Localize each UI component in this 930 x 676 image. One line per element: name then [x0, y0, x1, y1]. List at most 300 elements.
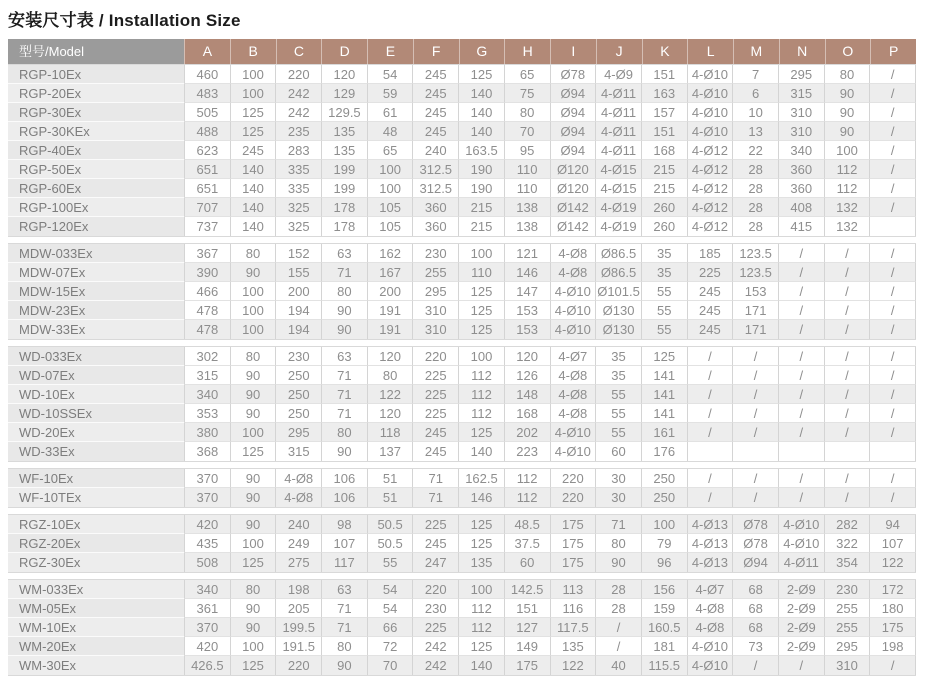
- value-cell-M: Ø78: [732, 515, 778, 534]
- value-cell-N: [778, 442, 824, 461]
- value-cell-L: 4-Ø10: [687, 656, 733, 675]
- table-section-6: [8, 579, 916, 676]
- value-cell-K: 141: [641, 385, 687, 404]
- value-cell-E: 66: [367, 618, 413, 637]
- value-cell-P: 107: [869, 534, 916, 553]
- model-cell: MDW-07Ex: [8, 263, 184, 282]
- value-cell-E: 191: [367, 301, 413, 320]
- table-row-MDW-23Ex: [8, 301, 916, 320]
- value-cell-L: 4-Ø10: [687, 103, 733, 122]
- value-cell-E: 51: [367, 469, 413, 488]
- value-cell-L: 4-Ø12: [687, 179, 733, 198]
- value-cell-C: 250: [275, 404, 321, 423]
- value-cell-N: 360: [778, 160, 824, 179]
- value-cell-K: 250: [641, 469, 687, 488]
- value-cell-C: 325: [275, 217, 321, 236]
- table-row-RGP-30KEx: [8, 122, 916, 141]
- value-cell-H: 37.5: [504, 534, 550, 553]
- model-cell: WD-10SSEx: [8, 404, 184, 423]
- value-cell-J: 55: [595, 404, 641, 423]
- value-cell-C: 242: [275, 103, 321, 122]
- model-column-header: 型号/Model: [8, 39, 184, 64]
- value-cell-I: Ø142: [550, 217, 596, 236]
- value-cell-A: 483: [184, 84, 230, 103]
- value-cell-J: Ø130: [595, 301, 641, 320]
- value-cell-F: 312.5: [412, 160, 458, 179]
- model-cell: WM-033Ex: [8, 580, 184, 599]
- model-cell: WD-033Ex: [8, 347, 184, 366]
- value-cell-N: /: [778, 404, 824, 423]
- value-cell-K: 215: [641, 160, 687, 179]
- value-cell-B: 80: [230, 580, 276, 599]
- value-cell-J: 4-Ø15: [595, 179, 641, 198]
- value-cell-J: Ø130: [595, 320, 641, 339]
- model-cell: RGP-30Ex: [8, 103, 184, 122]
- value-cell-O: 354: [824, 553, 870, 572]
- value-cell-B: 100: [230, 423, 276, 442]
- value-cell-L: /: [687, 385, 733, 404]
- value-cell-P: 180: [869, 599, 916, 618]
- value-cell-I: Ø120: [550, 179, 596, 198]
- value-cell-E: 61: [367, 103, 413, 122]
- value-cell-M: 13: [732, 122, 778, 141]
- value-cell-B: 100: [230, 301, 276, 320]
- value-cell-J: 4-Ø9: [595, 65, 641, 84]
- value-cell-M: 123.5: [732, 263, 778, 282]
- value-cell-A: 340: [184, 580, 230, 599]
- value-cell-F: 240: [412, 141, 458, 160]
- value-cell-A: 370: [184, 618, 230, 637]
- value-cell-I: 4-Ø7: [550, 347, 596, 366]
- value-cell-H: 202: [504, 423, 550, 442]
- value-cell-G: 140: [458, 442, 504, 461]
- value-cell-O: 230: [824, 580, 870, 599]
- value-cell-B: 90: [230, 404, 276, 423]
- value-cell-M: /: [732, 488, 778, 507]
- value-cell-G: 125: [458, 637, 504, 656]
- value-cell-D: 90: [321, 320, 367, 339]
- value-cell-P: 122: [869, 553, 916, 572]
- value-cell-G: 112: [458, 385, 504, 404]
- value-cell-A: 651: [184, 179, 230, 198]
- value-cell-C: 283: [275, 141, 321, 160]
- value-cell-M: 7: [732, 65, 778, 84]
- table-row-WF-10TEx: [8, 488, 916, 507]
- value-cell-F: 247: [412, 553, 458, 572]
- value-cell-I: 220: [550, 469, 596, 488]
- value-cell-K: 260: [641, 217, 687, 236]
- value-cell-E: 137: [367, 442, 413, 461]
- value-cell-G: 125: [458, 301, 504, 320]
- value-cell-I: 113: [550, 580, 596, 599]
- value-cell-L: 4-Ø12: [687, 160, 733, 179]
- value-cell-F: 230: [412, 244, 458, 263]
- value-cell-D: 106: [321, 469, 367, 488]
- value-cell-H: 147: [504, 282, 550, 301]
- value-cell-D: 80: [321, 282, 367, 301]
- value-cell-N: /: [778, 347, 824, 366]
- value-cell-A: 370: [184, 488, 230, 507]
- value-cell-P: /: [869, 301, 916, 320]
- value-cell-D: 90: [321, 656, 367, 675]
- value-cell-D: 178: [321, 198, 367, 217]
- table-row-MDW-033Ex: [8, 244, 916, 263]
- value-cell-J: Ø86.5: [595, 263, 641, 282]
- value-cell-G: 112: [458, 366, 504, 385]
- table-row-MDW-15Ex: [8, 282, 916, 301]
- value-cell-H: 112: [504, 469, 550, 488]
- value-cell-E: 70: [367, 656, 413, 675]
- value-cell-M: /: [732, 366, 778, 385]
- value-cell-C: 240: [275, 515, 321, 534]
- value-cell-A: 420: [184, 637, 230, 656]
- value-cell-D: 80: [321, 637, 367, 656]
- value-cell-P: /: [869, 423, 916, 442]
- value-cell-C: 198: [275, 580, 321, 599]
- value-cell-J: 55: [595, 385, 641, 404]
- value-cell-M: 28: [732, 217, 778, 236]
- value-cell-K: 115.5: [641, 656, 687, 675]
- value-cell-N: 4-Ø11: [778, 553, 824, 572]
- value-cell-J: 4-Ø15: [595, 160, 641, 179]
- value-cell-I: 4-Ø10: [550, 423, 596, 442]
- value-cell-D: 135: [321, 141, 367, 160]
- value-cell-B: 100: [230, 320, 276, 339]
- table-section-3: [8, 346, 916, 462]
- value-cell-N: 295: [778, 65, 824, 84]
- value-cell-B: 100: [230, 84, 276, 103]
- value-cell-C: 4-Ø8: [275, 488, 321, 507]
- value-cell-P: /: [869, 347, 916, 366]
- value-cell-E: 120: [367, 347, 413, 366]
- value-cell-L: 225: [687, 263, 733, 282]
- value-cell-O: /: [824, 385, 870, 404]
- model-cell: RGP-60Ex: [8, 179, 184, 198]
- model-cell: WD-33Ex: [8, 442, 184, 461]
- value-cell-N: /: [778, 656, 824, 675]
- value-cell-K: 260: [641, 198, 687, 217]
- value-cell-L: 245: [687, 282, 733, 301]
- value-cell-L: /: [687, 423, 733, 442]
- value-cell-M: 28: [732, 160, 778, 179]
- model-cell: RGP-30KEx: [8, 122, 184, 141]
- value-cell-N: /: [778, 469, 824, 488]
- value-cell-M: 153: [732, 282, 778, 301]
- value-cell-F: 225: [412, 385, 458, 404]
- value-cell-O: 90: [824, 84, 870, 103]
- value-cell-L: 4-Ø12: [687, 198, 733, 217]
- value-cell-K: 125: [641, 347, 687, 366]
- value-cell-P: /: [869, 179, 916, 198]
- value-cell-C: 315: [275, 442, 321, 461]
- table-row-RGP-30Ex: [8, 103, 916, 122]
- value-cell-I: 122: [550, 656, 596, 675]
- value-cell-A: 426.5: [184, 656, 230, 675]
- value-cell-M: 10: [732, 103, 778, 122]
- value-cell-O: 80: [824, 65, 870, 84]
- value-cell-D: 90: [321, 301, 367, 320]
- value-cell-B: 245: [230, 141, 276, 160]
- value-cell-G: 110: [458, 263, 504, 282]
- value-cell-I: Ø120: [550, 160, 596, 179]
- value-cell-O: 112: [824, 179, 870, 198]
- table-row-WD-10SSEx: [8, 404, 916, 423]
- value-cell-M: 28: [732, 179, 778, 198]
- value-cell-E: 72: [367, 637, 413, 656]
- value-cell-E: 51: [367, 488, 413, 507]
- value-cell-K: 215: [641, 179, 687, 198]
- value-cell-N: /: [778, 320, 824, 339]
- value-cell-E: 100: [367, 160, 413, 179]
- value-cell-C: 235: [275, 122, 321, 141]
- value-cell-A: 353: [184, 404, 230, 423]
- value-cell-F: 245: [412, 534, 458, 553]
- value-cell-L: 4-Ø7: [687, 580, 733, 599]
- value-cell-G: 100: [458, 347, 504, 366]
- value-cell-F: 242: [412, 656, 458, 675]
- value-cell-E: 65: [367, 141, 413, 160]
- value-cell-H: 142.5: [504, 580, 550, 599]
- value-cell-L: 4-Ø10: [687, 65, 733, 84]
- value-cell-E: 105: [367, 198, 413, 217]
- value-cell-C: 249: [275, 534, 321, 553]
- value-cell-D: 107: [321, 534, 367, 553]
- value-cell-I: 4-Ø8: [550, 263, 596, 282]
- value-cell-H: 110: [504, 160, 550, 179]
- value-cell-P: [869, 442, 916, 461]
- value-cell-C: 199.5: [275, 618, 321, 637]
- value-cell-A: 435: [184, 534, 230, 553]
- value-cell-D: 71: [321, 366, 367, 385]
- value-cell-L: 4-Ø12: [687, 141, 733, 160]
- value-cell-C: 194: [275, 320, 321, 339]
- model-cell: WM-05Ex: [8, 599, 184, 618]
- value-cell-K: 160.5: [641, 618, 687, 637]
- value-cell-B: 125: [230, 103, 276, 122]
- value-cell-I: 175: [550, 534, 596, 553]
- value-cell-E: 54: [367, 599, 413, 618]
- value-cell-B: 100: [230, 282, 276, 301]
- value-cell-M: 28: [732, 198, 778, 217]
- value-cell-G: 140: [458, 656, 504, 675]
- column-header-F: F: [413, 39, 459, 64]
- value-cell-O: [824, 442, 870, 461]
- value-cell-P: /: [869, 103, 916, 122]
- model-cell: MDW-033Ex: [8, 244, 184, 263]
- value-cell-A: 315: [184, 366, 230, 385]
- value-cell-B: 80: [230, 244, 276, 263]
- value-cell-C: 275: [275, 553, 321, 572]
- value-cell-G: 125: [458, 282, 504, 301]
- value-cell-L: 4-Ø10: [687, 122, 733, 141]
- value-cell-A: 623: [184, 141, 230, 160]
- value-cell-C: 335: [275, 160, 321, 179]
- value-cell-N: 340: [778, 141, 824, 160]
- value-cell-C: 242: [275, 84, 321, 103]
- value-cell-I: Ø94: [550, 141, 596, 160]
- value-cell-O: 132: [824, 217, 870, 236]
- table-row-WM-10Ex: [8, 618, 916, 637]
- value-cell-G: 215: [458, 217, 504, 236]
- value-cell-O: /: [824, 282, 870, 301]
- value-cell-I: 4-Ø8: [550, 366, 596, 385]
- value-cell-A: 651: [184, 160, 230, 179]
- value-cell-J: 55: [595, 423, 641, 442]
- value-cell-N: 4-Ø10: [778, 534, 824, 553]
- value-cell-I: 116: [550, 599, 596, 618]
- value-cell-B: 90: [230, 618, 276, 637]
- table-row-RGP-100Ex: [8, 198, 916, 217]
- model-cell: RGP-100Ex: [8, 198, 184, 217]
- value-cell-C: 325: [275, 198, 321, 217]
- table-section-2: [8, 243, 916, 340]
- column-header-L: L: [687, 39, 733, 64]
- value-cell-I: Ø78: [550, 65, 596, 84]
- value-cell-G: 112: [458, 404, 504, 423]
- table-row-WD-10Ex: [8, 385, 916, 404]
- column-header-H: H: [504, 39, 550, 64]
- value-cell-L: /: [687, 347, 733, 366]
- value-cell-N: /: [778, 282, 824, 301]
- value-cell-N: 310: [778, 103, 824, 122]
- value-cell-N: /: [778, 366, 824, 385]
- value-cell-B: 140: [230, 179, 276, 198]
- value-cell-F: 310: [412, 301, 458, 320]
- table-row-RGP-20Ex: [8, 84, 916, 103]
- value-cell-E: 50.5: [367, 515, 413, 534]
- model-cell: RGZ-20Ex: [8, 534, 184, 553]
- value-cell-D: 71: [321, 385, 367, 404]
- value-cell-O: 322: [824, 534, 870, 553]
- value-cell-F: 245: [412, 442, 458, 461]
- value-cell-G: 163.5: [458, 141, 504, 160]
- value-cell-H: 65: [504, 65, 550, 84]
- value-cell-A: 390: [184, 263, 230, 282]
- value-cell-H: 95: [504, 141, 550, 160]
- table-row-WD-07Ex: [8, 366, 916, 385]
- value-cell-I: Ø94: [550, 122, 596, 141]
- value-cell-A: 368: [184, 442, 230, 461]
- model-cell: WM-30Ex: [8, 656, 184, 675]
- value-cell-O: 310: [824, 656, 870, 675]
- value-cell-J: 35: [595, 347, 641, 366]
- table-row-WM-05Ex: [8, 599, 916, 618]
- value-cell-C: 230: [275, 347, 321, 366]
- model-cell: WF-10TEx: [8, 488, 184, 507]
- value-cell-J: 28: [595, 599, 641, 618]
- value-cell-M: 68: [732, 618, 778, 637]
- value-cell-H: 148: [504, 385, 550, 404]
- value-cell-J: Ø101.5: [595, 282, 641, 301]
- value-cell-F: 71: [412, 469, 458, 488]
- value-cell-I: 220: [550, 488, 596, 507]
- value-cell-I: Ø94: [550, 103, 596, 122]
- model-cell: RGZ-10Ex: [8, 515, 184, 534]
- value-cell-H: 70: [504, 122, 550, 141]
- value-cell-A: 302: [184, 347, 230, 366]
- value-cell-O: /: [824, 469, 870, 488]
- value-cell-B: 90: [230, 469, 276, 488]
- value-cell-L: 4-Ø8: [687, 618, 733, 637]
- value-cell-J: 35: [595, 366, 641, 385]
- value-cell-G: 125: [458, 423, 504, 442]
- value-cell-O: /: [824, 366, 870, 385]
- value-cell-I: 4-Ø10: [550, 442, 596, 461]
- value-cell-P: /: [869, 282, 916, 301]
- table-row-RGP-40Ex: [8, 141, 916, 160]
- value-cell-G: 140: [458, 84, 504, 103]
- value-cell-J: 30: [595, 469, 641, 488]
- value-cell-A: 420: [184, 515, 230, 534]
- value-cell-I: 175: [550, 515, 596, 534]
- value-cell-P: 198: [869, 637, 916, 656]
- value-cell-J: 4-Ø11: [595, 122, 641, 141]
- value-cell-L: 4-Ø10: [687, 637, 733, 656]
- value-cell-I: 4-Ø10: [550, 320, 596, 339]
- value-cell-D: 117: [321, 553, 367, 572]
- value-cell-K: 181: [641, 637, 687, 656]
- value-cell-C: 200: [275, 282, 321, 301]
- value-cell-G: 215: [458, 198, 504, 217]
- value-cell-L: 4-Ø10: [687, 84, 733, 103]
- value-cell-N: 2-Ø9: [778, 637, 824, 656]
- model-cell: WM-10Ex: [8, 618, 184, 637]
- table-row-MDW-33Ex: [8, 320, 916, 339]
- value-cell-J: 90: [595, 553, 641, 572]
- value-cell-O: 255: [824, 618, 870, 637]
- value-cell-K: 35: [641, 263, 687, 282]
- value-cell-J: 28: [595, 580, 641, 599]
- value-cell-N: 415: [778, 217, 824, 236]
- value-cell-G: 125: [458, 515, 504, 534]
- value-cell-P: /: [869, 469, 916, 488]
- table-row-RGP-10Ex: [8, 65, 916, 84]
- value-cell-B: 140: [230, 217, 276, 236]
- value-cell-E: 167: [367, 263, 413, 282]
- value-cell-N: /: [778, 488, 824, 507]
- model-cell: MDW-15Ex: [8, 282, 184, 301]
- value-cell-O: /: [824, 244, 870, 263]
- value-cell-E: 105: [367, 217, 413, 236]
- value-cell-G: 140: [458, 122, 504, 141]
- model-cell: WM-20Ex: [8, 637, 184, 656]
- value-cell-M: /: [732, 469, 778, 488]
- value-cell-B: 125: [230, 656, 276, 675]
- value-cell-K: 151: [641, 65, 687, 84]
- value-cell-F: 225: [412, 618, 458, 637]
- value-cell-L: 245: [687, 320, 733, 339]
- value-cell-O: /: [824, 423, 870, 442]
- value-cell-G: 100: [458, 580, 504, 599]
- value-cell-C: 250: [275, 366, 321, 385]
- value-cell-C: 295: [275, 423, 321, 442]
- value-cell-P: /: [869, 488, 916, 507]
- value-cell-A: 505: [184, 103, 230, 122]
- value-cell-M: /: [732, 656, 778, 675]
- value-cell-O: /: [824, 320, 870, 339]
- value-cell-L: 245: [687, 301, 733, 320]
- table-row-WM-20Ex: [8, 637, 916, 656]
- value-cell-D: 106: [321, 488, 367, 507]
- value-cell-B: 125: [230, 122, 276, 141]
- value-cell-D: 71: [321, 599, 367, 618]
- value-cell-J: /: [595, 618, 641, 637]
- value-cell-J: 71: [595, 515, 641, 534]
- value-cell-P: /: [869, 244, 916, 263]
- value-cell-N: 4-Ø10: [778, 515, 824, 534]
- value-cell-P: /: [869, 263, 916, 282]
- value-cell-O: /: [824, 301, 870, 320]
